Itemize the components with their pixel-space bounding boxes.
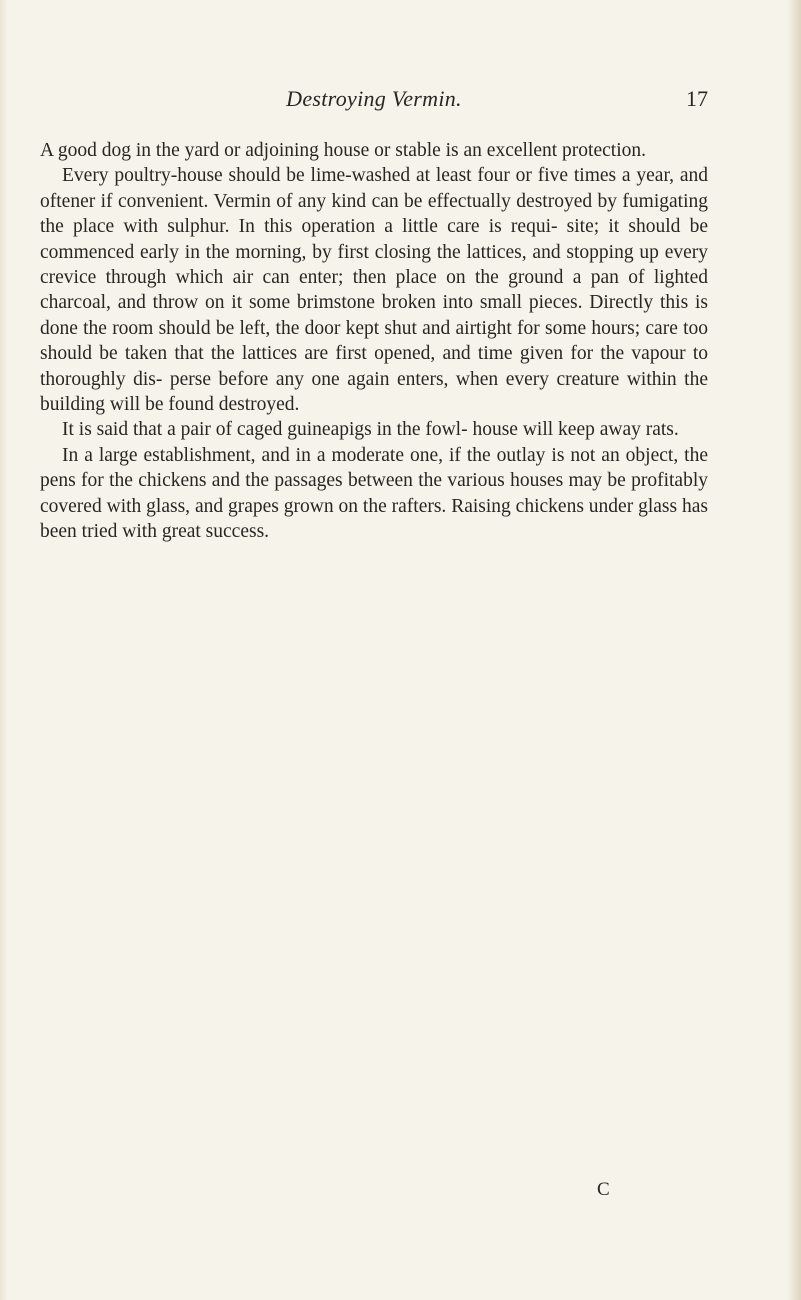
paragraph-dog: A good dog in the yard or adjoining house or stable is an excellent protection.: [40, 140, 646, 161]
signature-mark: C: [597, 1179, 610, 1200]
body-text: [40, 138, 708, 545]
page-edge-right: [787, 0, 801, 1300]
paragraph-glass-houses: In a large establishment, and in a moderate one, if the outlay is not an object, the pens for the chickens and the passages between the various houses may be profitably covered with glass, and grapes grown on the rafters. Raising chickens under glass has been tried with great success.: [40, 444, 708, 543]
paragraph-fumigation: Every poultry-house should be lime-washed at least four or five times a year, and oftener if convenient. Vermin of any kind can be effectually destroyed by fumigating the place with sulphur. In this operation a little care is requi- site; it should be commenced early in the morning, by first closing the lattices, and stopping up every crevice through which air can enter; then place on the ground a pan of lighted charcoal, and throw on it some brimstone broken into small pieces. Directly this is done the room should be left, the door kept shut and airtight for some hours; care too should be taken that the lattices are first opened, and time given for the vapour to thoroughly dis- perse before any one again enters, when every creature within the building will be found destroyed.: [40, 165, 708, 416]
running-head: [40, 86, 708, 120]
running-title: Destroying Vermin.: [286, 86, 462, 111]
paragraph-guineapigs: It is said that a pair of caged guineapigs in the fowl- house will keep away rats.: [62, 419, 679, 441]
page-edge-left: [0, 0, 8, 1300]
page-number: 17: [686, 86, 708, 111]
